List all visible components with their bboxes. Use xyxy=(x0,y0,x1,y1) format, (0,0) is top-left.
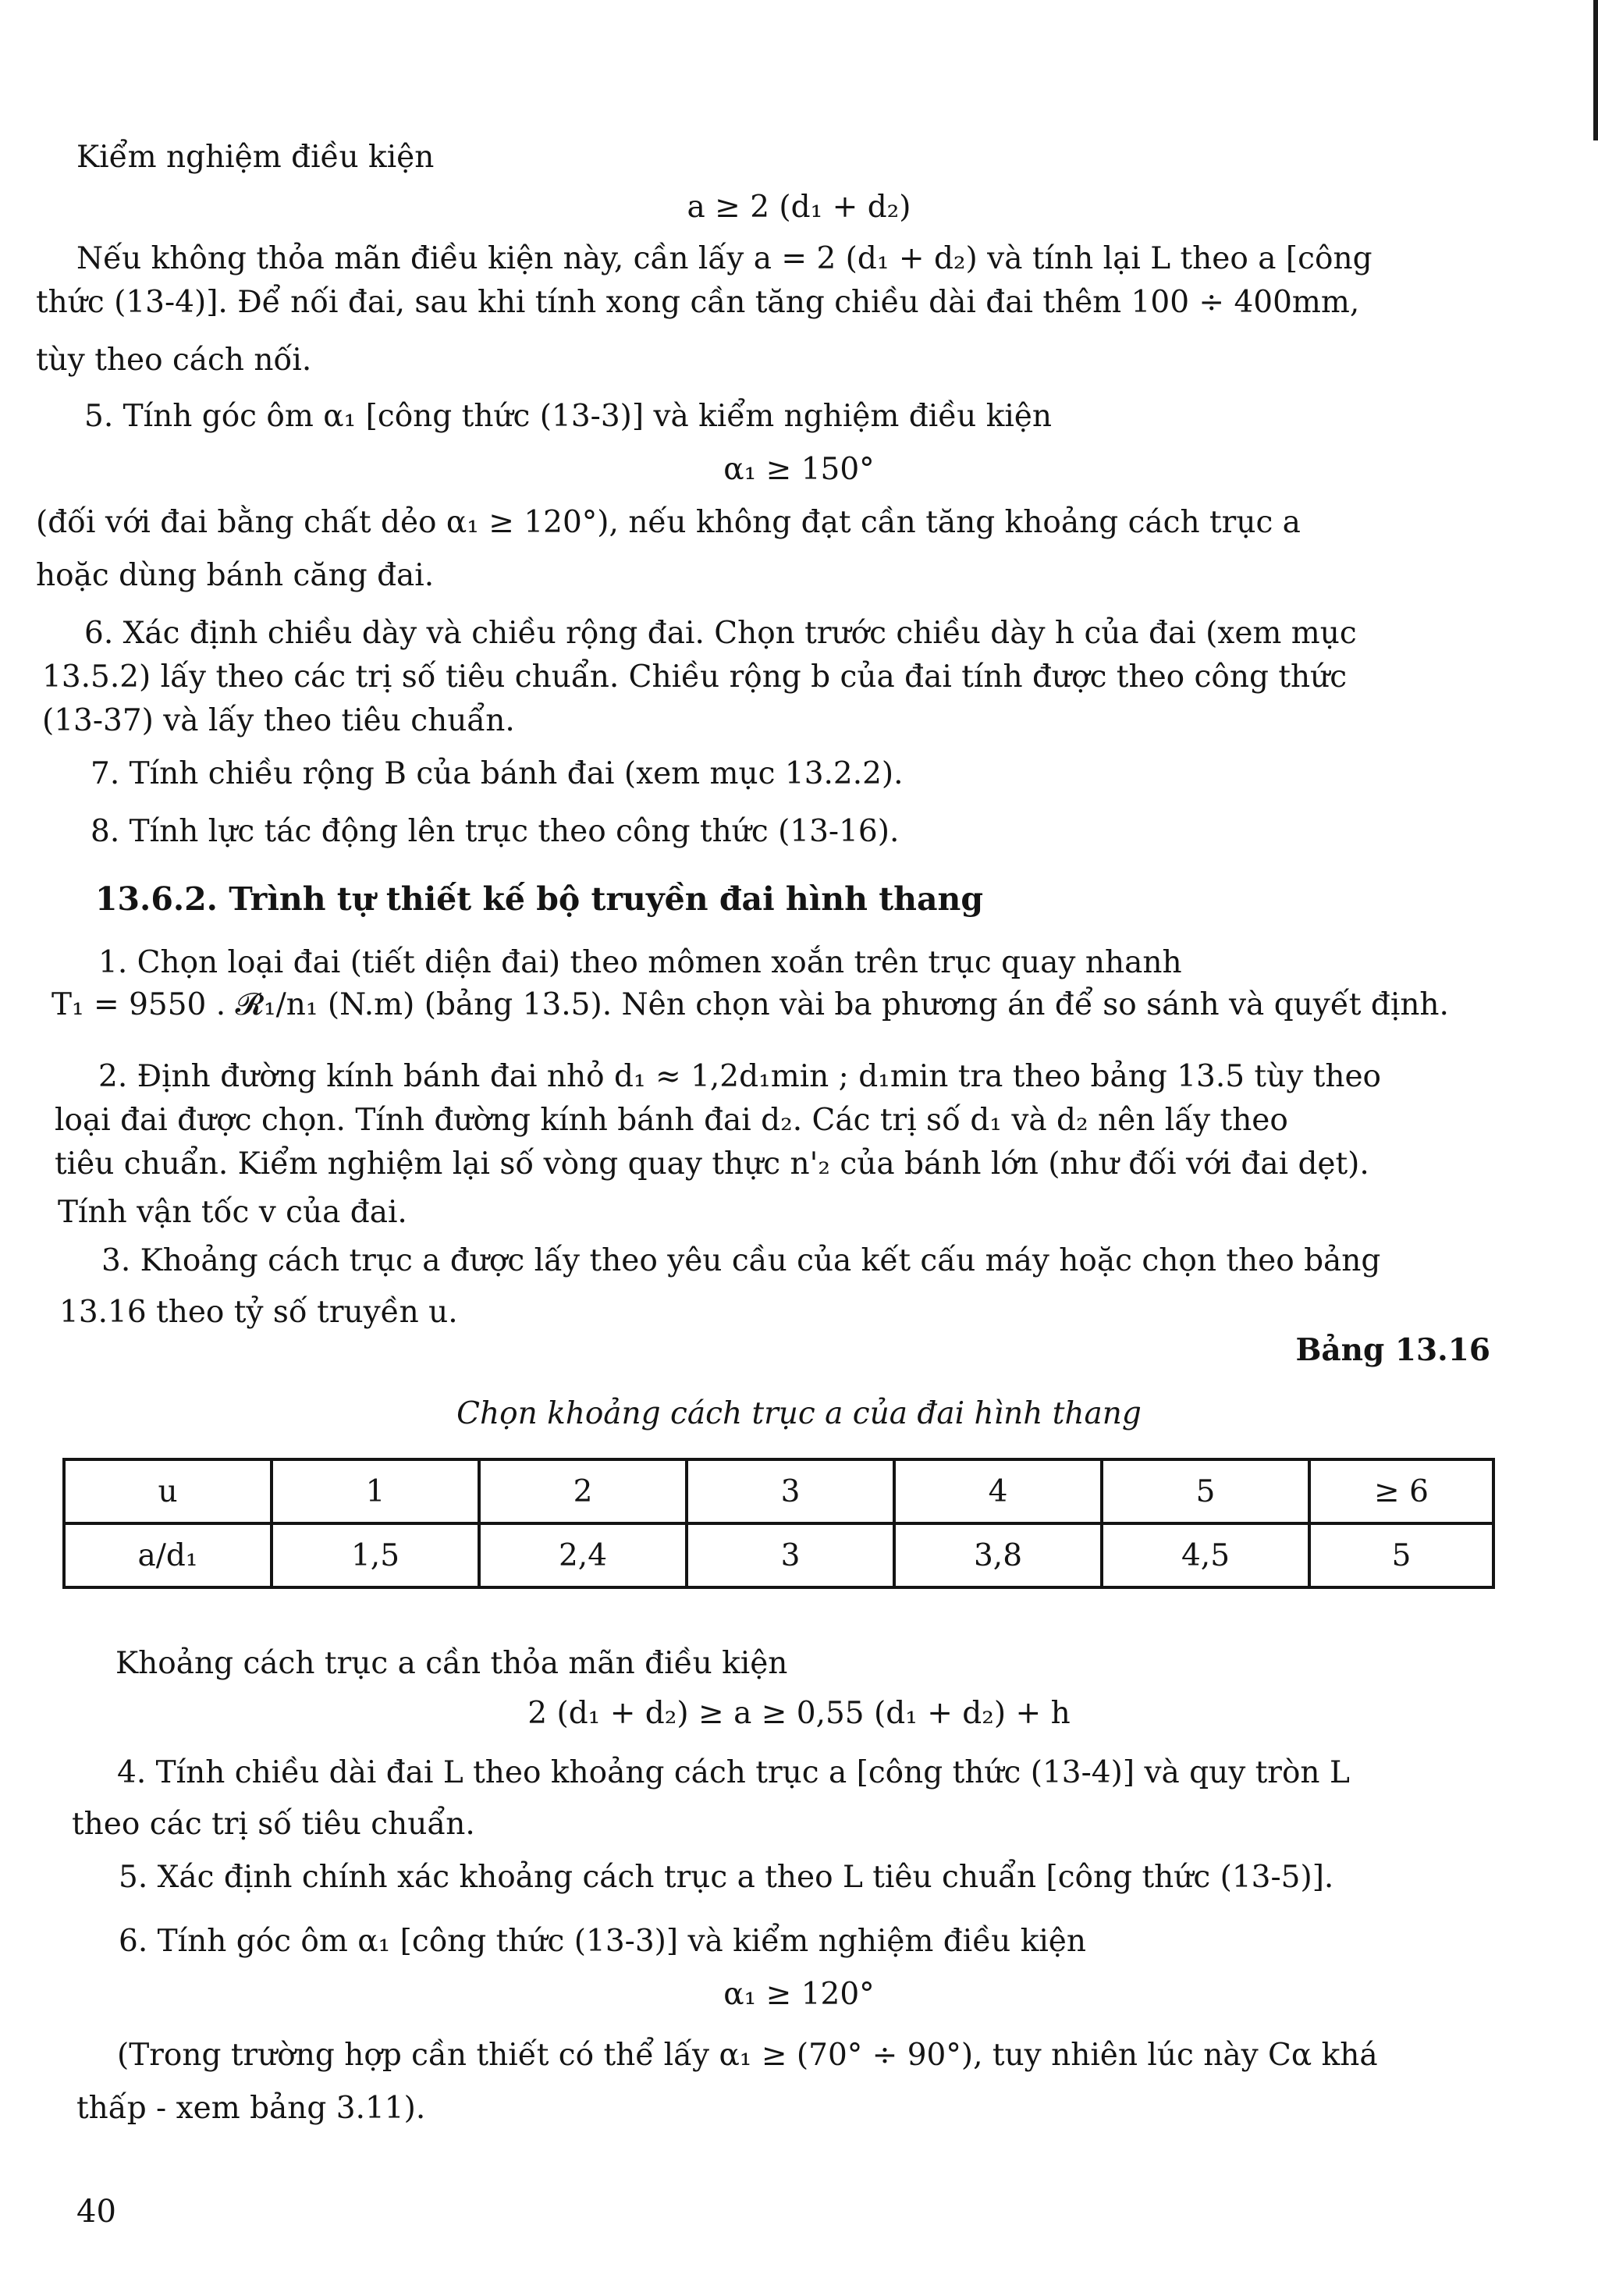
formula-line: α₁ ≥ 150° xyxy=(723,452,875,487)
text-line: Nếu không thỏa mãn điều kiện này, cần lấy a = 2 (d₁ + d₂) và tính lại L theo a [công xyxy=(76,241,1373,276)
table-cell: u xyxy=(64,1459,272,1523)
table-cell: 5 xyxy=(1309,1523,1493,1587)
text-line: (đối với đai bằng chất dẻo α₁ ≥ 120°), nếu không đạt cần tăng khoảng cách trục a xyxy=(36,505,1301,540)
scan-edge-mark xyxy=(1593,0,1598,140)
text-line: (Trong trường hợp cần thiết có thể lấy α₁ ≥ (70° ÷ 90°), tuy nhiên lúc này Cα khá xyxy=(117,2038,1378,2073)
text-line: tiêu chuẩn. Kiểm nghiệm lại số vòng quay thực n'₂ của bánh lớn (như đối với đai dẹt). xyxy=(55,1146,1369,1182)
text-line: 13.16 theo tỷ số truyền u. xyxy=(59,1295,458,1330)
table-cell: 3 xyxy=(687,1523,894,1587)
table-cell: 2,4 xyxy=(479,1523,687,1587)
table-cell: 2 xyxy=(479,1459,687,1523)
table-cell: a/d₁ xyxy=(64,1523,272,1587)
text-line: T₁ = 9550 . 𝓡₁/n₁ (N.m) (bảng 13.5). Nên chọn vài ba phương án để so sánh và quyết định. xyxy=(51,987,1449,1022)
table-row xyxy=(64,1523,1493,1587)
text-line: 5. Tính góc ôm α₁ [công thức (13-3)] và kiểm nghiệm điều kiện xyxy=(84,399,1053,434)
table-cell: ≥ 6 xyxy=(1309,1459,1493,1523)
formula-line: α₁ ≥ 120° xyxy=(723,1977,875,2012)
text-line: 8. Tính lực tác động lên trục theo công thức (13-16). xyxy=(91,814,900,849)
text-line: thức (13-4)]. Để nối đai, sau khi tính xong cần tăng chiều dài đai thêm 100 ÷ 400mm, xyxy=(36,285,1360,320)
text-line: loại đai được chọn. Tính đường kính bánh đai d₂. Các trị số d₁ và d₂ nên lấy theo xyxy=(55,1103,1288,1138)
text-line: hoặc dùng bánh căng đai. xyxy=(36,558,435,593)
text-line: 13.5.2) lấy theo các trị số tiêu chuẩn. Chiều rộng b của đai tính được theo công thức xyxy=(42,659,1348,695)
table-cell: 1,5 xyxy=(272,1523,479,1587)
table-cell: 3 xyxy=(687,1459,894,1523)
formula-line: 2 (d₁ + d₂) ≥ a ≥ 0,55 (d₁ + d₂) + h xyxy=(527,1696,1071,1731)
table-label: Bảng 13.16 xyxy=(1295,1332,1490,1368)
formula-line: a ≥ 2 (d₁ + d₂) xyxy=(687,190,911,225)
table-cell: 3,8 xyxy=(894,1523,1102,1587)
text-line: (13-37) và lấy theo tiêu chuẩn. xyxy=(42,703,515,738)
table-cell: 4,5 xyxy=(1102,1523,1309,1587)
table-cell: 5 xyxy=(1102,1459,1309,1523)
text-line: 6. Xác định chiều dày và chiều rộng đai. Chọn trước chiều dày h của đai (xem mục xyxy=(84,616,1357,651)
text-line: 5. Xác định chính xác khoảng cách trục a theo L tiêu chuẩn [công thức (13-5)]. xyxy=(119,1860,1334,1895)
text-line: 6. Tính góc ôm α₁ [công thức (13-3)] và kiểm nghiệm điều kiện xyxy=(119,1924,1087,1959)
text-line: 3. Khoảng cách trục a được lấy theo yêu cầu của kết cấu máy hoặc chọn theo bảng xyxy=(101,1243,1381,1278)
text-line: thấp - xem bảng 3.11). xyxy=(76,2091,426,2126)
text-line: Kiểm nghiệm điều kiện xyxy=(76,140,435,175)
text-line: tùy theo cách nối. xyxy=(36,343,312,378)
table-cell: 1 xyxy=(272,1459,479,1523)
belt-distance-table xyxy=(62,1458,1495,1589)
text-line: theo các trị số tiêu chuẩn. xyxy=(72,1807,475,1842)
text-line: Khoảng cách trục a cần thỏa mãn điều kiện xyxy=(115,1646,788,1681)
text-line: 1. Chọn loại đai (tiết diện đai) theo mômen xoắn trên trục quay nhanh xyxy=(98,945,1182,980)
section-heading: 13.6.2. Trình tự thiết kế bộ truyền đai hình thang xyxy=(95,880,983,918)
text-line: Tính vận tốc v của đai. xyxy=(58,1195,407,1230)
table-cell: 4 xyxy=(894,1459,1102,1523)
text-line: 4. Tính chiều dài đai L theo khoảng cách trục a [công thức (13-4)] và quy tròn L xyxy=(117,1755,1350,1790)
page-number: 40 xyxy=(76,2194,116,2230)
text-line: 2. Định đường kính bánh đai nhỏ d₁ ≈ 1,2d₁min ; d₁min tra theo bảng 13.5 tùy theo xyxy=(98,1059,1381,1094)
table-caption: Chọn khoảng cách trục a của đai hình thang xyxy=(456,1396,1142,1431)
table-row xyxy=(64,1459,1493,1523)
text-line: 7. Tính chiều rộng B của bánh đai (xem mục 13.2.2). xyxy=(91,756,904,791)
